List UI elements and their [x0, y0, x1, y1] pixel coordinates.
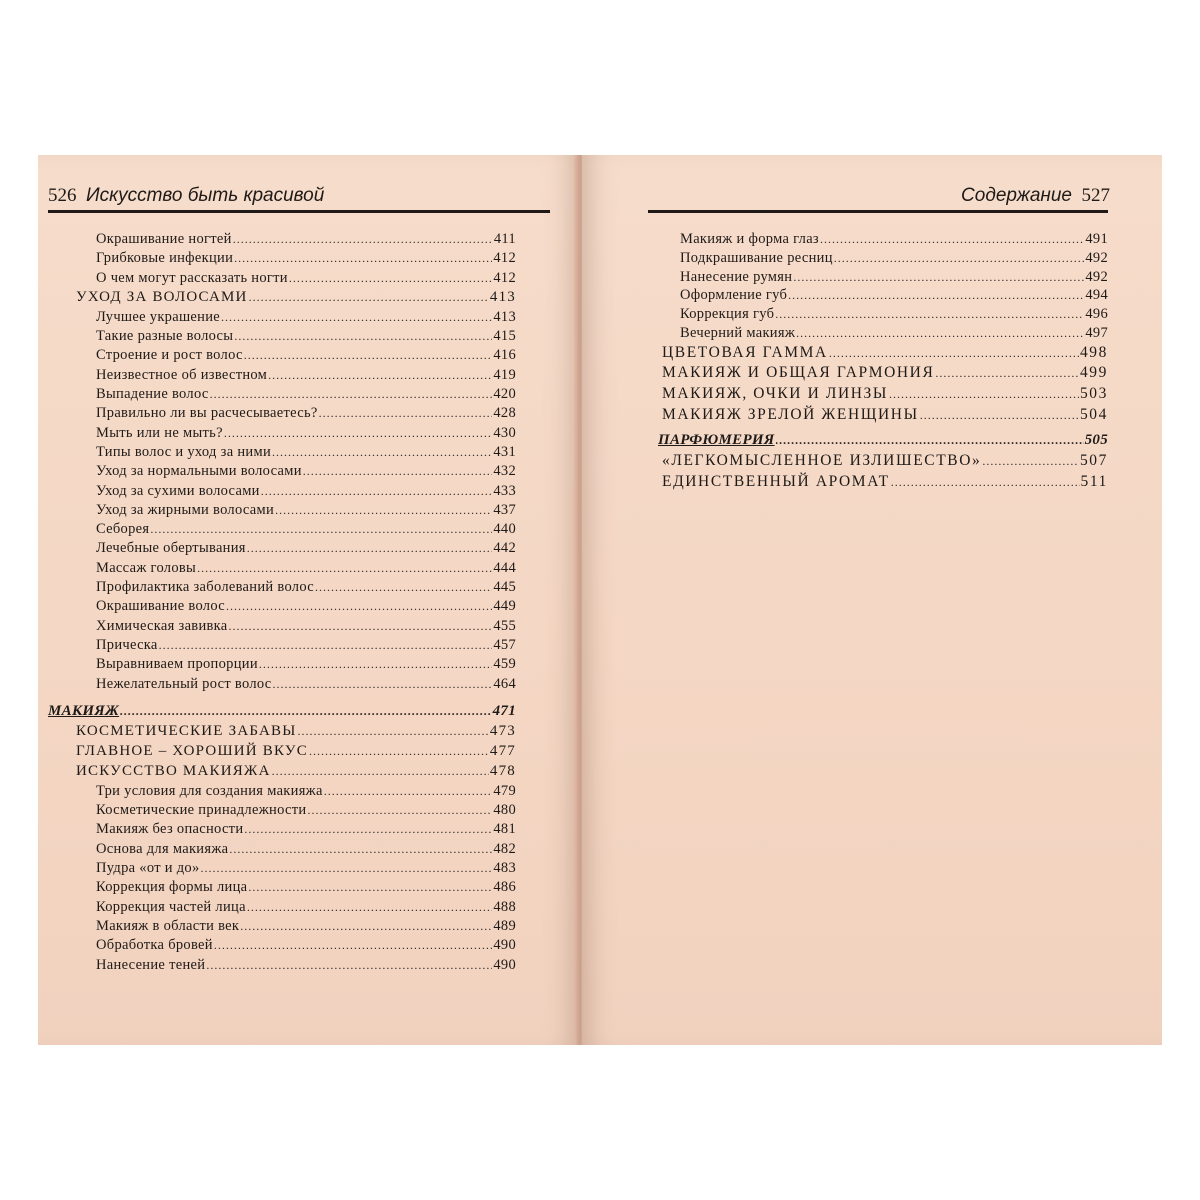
toc-leader-dots: [210, 387, 493, 402]
toc-entry-page: 492: [1085, 249, 1108, 266]
toc-leader-dots: [247, 900, 493, 915]
right-toc-list: [648, 231, 1108, 493]
toc-entry-title: Нанесение теней: [96, 956, 206, 973]
toc-entry-title: Уход за жирными волосами: [96, 501, 275, 518]
toc-entry-title: Нежелательный рост волос: [96, 675, 272, 692]
toc-leader-dots: [273, 677, 493, 692]
toc-leader-dots: [935, 366, 1079, 381]
toc-leader-dots: [298, 724, 489, 739]
toc-entry-page: 480: [493, 802, 516, 819]
toc-leader-dots: [324, 784, 493, 799]
toc-leader-dots: [261, 484, 493, 499]
toc-entry-page: 440: [493, 521, 516, 538]
toc-entry: [48, 899, 516, 918]
toc-entry: [648, 364, 1108, 385]
toc-leader-dots: [776, 433, 1084, 448]
toc-leader-dots: [275, 503, 492, 518]
toc-entry-page: 432: [493, 463, 516, 480]
toc-entry: [48, 676, 516, 695]
toc-entry-page: 473: [489, 722, 516, 739]
toc-entry-page: 430: [493, 424, 516, 441]
toc-entry-page: 486: [493, 879, 516, 896]
toc-entry-title: УХОД ЗА ВОЛОСАМИ: [76, 288, 248, 305]
toc-entry-title: Обработка бровей: [96, 937, 213, 954]
toc-leader-dots: [272, 445, 492, 460]
toc-entry: [648, 344, 1108, 365]
toc-leader-dots: [775, 307, 1084, 322]
toc-entry: [48, 231, 516, 250]
toc-entry-page: 471: [492, 702, 516, 719]
toc-entry: [48, 502, 516, 521]
toc-entry-title: ЦВЕТОВАЯ ГАММА: [662, 343, 828, 361]
toc-leader-dots: [201, 861, 493, 876]
toc-entry-title: Мыть или не мыть?: [96, 424, 223, 441]
toc-entry: [648, 287, 1108, 306]
toc-entry: [48, 386, 516, 405]
toc-entry-page: 415: [493, 328, 516, 345]
toc-leader-dots: [221, 310, 492, 325]
toc-leader-dots: [834, 251, 1085, 266]
toc-entry-page: 498: [1079, 343, 1108, 361]
toc-leader-dots: [272, 764, 489, 779]
toc-entry: [48, 560, 516, 579]
toc-leader-dots: [150, 522, 492, 537]
toc-entry: [48, 540, 516, 559]
toc-leader-dots: [233, 232, 493, 247]
toc-entry: [48, 309, 516, 328]
toc-entry-page: 455: [493, 617, 516, 634]
toc-leader-dots: [820, 232, 1084, 247]
toc-entry-page: 482: [493, 840, 516, 857]
toc-entry-page: 490: [493, 956, 516, 973]
right-header-rule: [648, 210, 1108, 213]
toc-entry-page: 507: [1079, 452, 1108, 470]
toc-leader-dots: [289, 271, 492, 286]
toc-entry: [48, 821, 516, 840]
toc-entry-page: 511: [1080, 472, 1108, 490]
toc-entry-title: Коррекция губ: [680, 306, 775, 323]
toc-entry-title: ЕДИНСТВЕННЫЙ АРОМАТ: [662, 472, 890, 490]
toc-leader-dots: [796, 326, 1084, 341]
toc-entry-title: Уход за нормальными волосами: [96, 463, 302, 480]
toc-entry-page: 490: [493, 937, 516, 954]
toc-entry: [48, 937, 516, 956]
toc-entry: [48, 444, 516, 463]
toc-entry-title: Нанесение румян: [680, 268, 793, 285]
toc-entry: [48, 918, 516, 937]
toc-entry: [48, 347, 516, 366]
toc-leader-dots: [120, 704, 492, 719]
toc-entry: [48, 425, 516, 444]
toc-leader-dots: [982, 454, 1079, 469]
toc-entry-title: Макияж в области век: [96, 917, 240, 934]
toc-entry-page: 489: [493, 917, 516, 934]
toc-entry-page: 416: [493, 347, 516, 364]
toc-entry-page: 442: [493, 540, 516, 557]
right-page-number: 527: [1081, 185, 1110, 206]
toc-entry-title: Массаж головы: [96, 559, 197, 576]
toc-leader-dots: [319, 406, 493, 421]
toc-entry: [648, 306, 1108, 325]
book-title: Искусство быть красивой: [86, 185, 325, 206]
toc-leader-dots: [244, 822, 492, 837]
toc-entry: [48, 270, 516, 289]
toc-entry-title: Косметические принадлежности: [96, 802, 307, 819]
left-page: [38, 155, 578, 1045]
toc-entry-page: 428: [493, 405, 516, 422]
toc-leader-dots: [248, 880, 492, 895]
toc-entry-page: 478: [489, 762, 516, 779]
toc-entry-page: 444: [493, 559, 516, 576]
toc-entry: [48, 957, 516, 976]
toc-entry: [48, 250, 516, 269]
toc-entry: [48, 723, 516, 743]
toc-entry-title: Лечебные обертывания: [96, 540, 246, 557]
toc-entry-title: КОСМЕТИЧЕСКИЕ ЗАБАВЫ: [76, 722, 297, 739]
toc-entry-title: Неизвестное об известном: [96, 366, 268, 383]
toc-entry-page: 431: [493, 443, 516, 460]
toc-entry: [48, 783, 516, 802]
toc-entry-title: Основа для макияжа: [96, 840, 229, 857]
toc-entry-page: 491: [1085, 231, 1108, 247]
toc-entry-page: 503: [1079, 384, 1108, 402]
toc-entry-title: Вечерний макияж: [680, 324, 796, 341]
toc-entry-page: 419: [493, 366, 516, 383]
toc-leader-dots: [259, 657, 492, 672]
toc-entry-page: 488: [493, 898, 516, 915]
toc-leader-dots: [229, 619, 493, 634]
toc-leader-dots: [889, 387, 1079, 402]
toc-entry-title: Подкрашивание ресниц: [680, 249, 833, 266]
toc-entry: [48, 802, 516, 821]
toc-entry-title: Оформление губ: [680, 287, 788, 304]
toc-entry: [48, 405, 516, 424]
toc-entry-title: Себорея: [96, 521, 150, 538]
toc-entry-page: 505: [1084, 432, 1108, 449]
section-title: Содержание: [961, 185, 1072, 206]
left-toc-list: [48, 231, 516, 976]
toc-entry-title: МАКИЯЖ И ОБЩАЯ ГАРМОНИЯ: [662, 364, 935, 382]
toc-leader-dots: [307, 803, 492, 818]
toc-entry-title: Окрашивание ногтей: [96, 231, 232, 247]
toc-entry-title: МАКИЯЖ, ОЧКИ И ЛИНЗЫ: [662, 384, 889, 402]
toc-entry-title: ИСКУССТВО МАКИЯЖА: [76, 762, 271, 779]
toc-entry-page: 481: [493, 821, 516, 838]
toc-entry-title: Такие разные волосы: [96, 328, 234, 345]
toc-entry: [48, 289, 516, 309]
toc-entry: [48, 463, 516, 482]
toc-entry-title: Прическа: [96, 636, 158, 653]
toc-entry-title: Выравниваем пропорции: [96, 656, 258, 673]
toc-entry-title: Коррекция формы лица: [96, 879, 248, 896]
toc-entry: [648, 432, 1108, 452]
toc-leader-dots: [159, 638, 493, 653]
toc-leader-dots: [229, 842, 492, 857]
toc-leader-dots: [224, 426, 493, 441]
toc-entry-page: 504: [1079, 405, 1108, 423]
toc-entry-page: 499: [1079, 364, 1108, 382]
toc-entry-title: Макияж без опасности: [96, 821, 244, 838]
toc-leader-dots: [315, 580, 492, 595]
toc-entry: [48, 763, 516, 783]
toc-entry-page: 483: [493, 860, 516, 877]
toc-entry-page: 413: [493, 308, 516, 325]
toc-entry: [48, 579, 516, 598]
toc-entry: [648, 269, 1108, 288]
toc-entry-page: 464: [493, 675, 516, 692]
toc-entry-title: Грибковые инфекции: [96, 250, 234, 267]
toc-entry-title: Химическая завивка: [96, 617, 228, 634]
toc-entry: [648, 385, 1108, 406]
left-header-rule: [48, 210, 550, 213]
toc-leader-dots: [226, 599, 492, 614]
toc-entry: [48, 743, 516, 763]
toc-entry: [648, 250, 1108, 269]
toc-entry-title: Профилактика заболеваний волос: [96, 579, 314, 596]
toc-entry: [48, 483, 516, 502]
toc-entry: [48, 879, 516, 898]
toc-entry: [48, 841, 516, 860]
toc-leader-dots: [829, 346, 1079, 361]
toc-leader-dots: [206, 958, 492, 973]
left-page-number: 526: [48, 185, 77, 206]
toc-entry: [48, 656, 516, 675]
toc-leader-dots: [234, 329, 492, 344]
toc-entry: [48, 598, 516, 617]
toc-entry-page: 449: [493, 598, 516, 615]
toc-entry: [648, 473, 1108, 494]
toc-entry: [648, 325, 1108, 344]
toc-leader-dots: [788, 288, 1084, 303]
toc-entry: [648, 406, 1108, 427]
toc-entry-page: 492: [1085, 268, 1108, 285]
toc-leader-dots: [214, 938, 493, 953]
toc-entry: [48, 703, 516, 723]
toc-entry-title: Окрашивание волос: [96, 598, 225, 615]
toc-entry: [648, 452, 1108, 473]
toc-leader-dots: [197, 561, 492, 576]
toc-entry-title: ПАРФЮМЕРИЯ: [658, 432, 775, 449]
toc-entry-page: 412: [493, 250, 516, 267]
toc-entry-title: Типы волос и уход за ними: [96, 443, 272, 460]
toc-leader-dots: [234, 251, 492, 266]
toc-entry-title: МАКИЯЖ: [48, 702, 120, 719]
toc-entry: [48, 618, 516, 637]
toc-entry: [48, 328, 516, 347]
toc-entry-title: Макияж и форма глаз: [680, 231, 819, 247]
toc-leader-dots: [249, 290, 489, 305]
toc-entry-title: Строение и рост волос: [96, 347, 243, 364]
right-page: [582, 155, 1162, 1045]
toc-leader-dots: [793, 270, 1084, 285]
toc-entry: [48, 637, 516, 656]
toc-leader-dots: [303, 464, 493, 479]
toc-entry-page: 445: [493, 579, 516, 596]
toc-leader-dots: [309, 744, 489, 759]
toc-entry-page: 496: [1085, 306, 1108, 323]
left-running-head: [48, 185, 324, 207]
toc-entry-page: 459: [493, 656, 516, 673]
toc-entry-title: Правильно ли вы расчесываетесь?: [96, 405, 318, 422]
toc-entry-title: Коррекция частей лица: [96, 898, 246, 915]
toc-entry-page: 497: [1085, 324, 1108, 341]
toc-entry-title: Выпадение волос: [96, 386, 209, 403]
toc-entry-title: МАКИЯЖ ЗРЕЛОЙ ЖЕНЩИНЫ: [662, 405, 919, 423]
toc-leader-dots: [268, 368, 492, 383]
toc-entry-title: Уход за сухими волосами: [96, 482, 260, 499]
toc-leader-dots: [240, 919, 492, 934]
right-running-head: [961, 185, 1110, 207]
toc-entry-page: 479: [493, 782, 516, 799]
toc-entry: [48, 367, 516, 386]
toc-entry-title: Лучшее украшение: [96, 308, 221, 325]
toc-entry-title: О чем могут рассказать ногти: [96, 269, 288, 286]
toc-entry: [648, 231, 1108, 250]
toc-entry: [48, 860, 516, 879]
toc-entry-page: 420: [493, 386, 516, 403]
toc-entry-page: 413: [489, 288, 516, 305]
toc-leader-dots: [920, 408, 1079, 423]
toc-entry-page: 412: [493, 269, 516, 286]
toc-entry-page: 494: [1085, 287, 1108, 304]
toc-leader-dots: [244, 348, 493, 363]
toc-entry-page: 437: [493, 501, 516, 518]
toc-entry: [48, 521, 516, 540]
toc-entry-page: 433: [493, 482, 516, 499]
toc-entry-title: «ЛЕГКОМЫСЛЕННОЕ ИЗЛИШЕСТВО»: [662, 452, 982, 470]
toc-entry-page: 477: [489, 742, 516, 759]
toc-entry-page: 457: [493, 636, 516, 653]
toc-entry-title: ГЛАВНОЕ – ХОРОШИЙ ВКУС: [76, 742, 308, 759]
toc-entry-title: Три условия для создания макияжа: [96, 782, 323, 799]
toc-entry-title: Пудра «от и до»: [96, 860, 200, 877]
toc-leader-dots: [891, 475, 1080, 490]
toc-entry-page: 411: [493, 231, 516, 247]
toc-leader-dots: [247, 541, 493, 556]
